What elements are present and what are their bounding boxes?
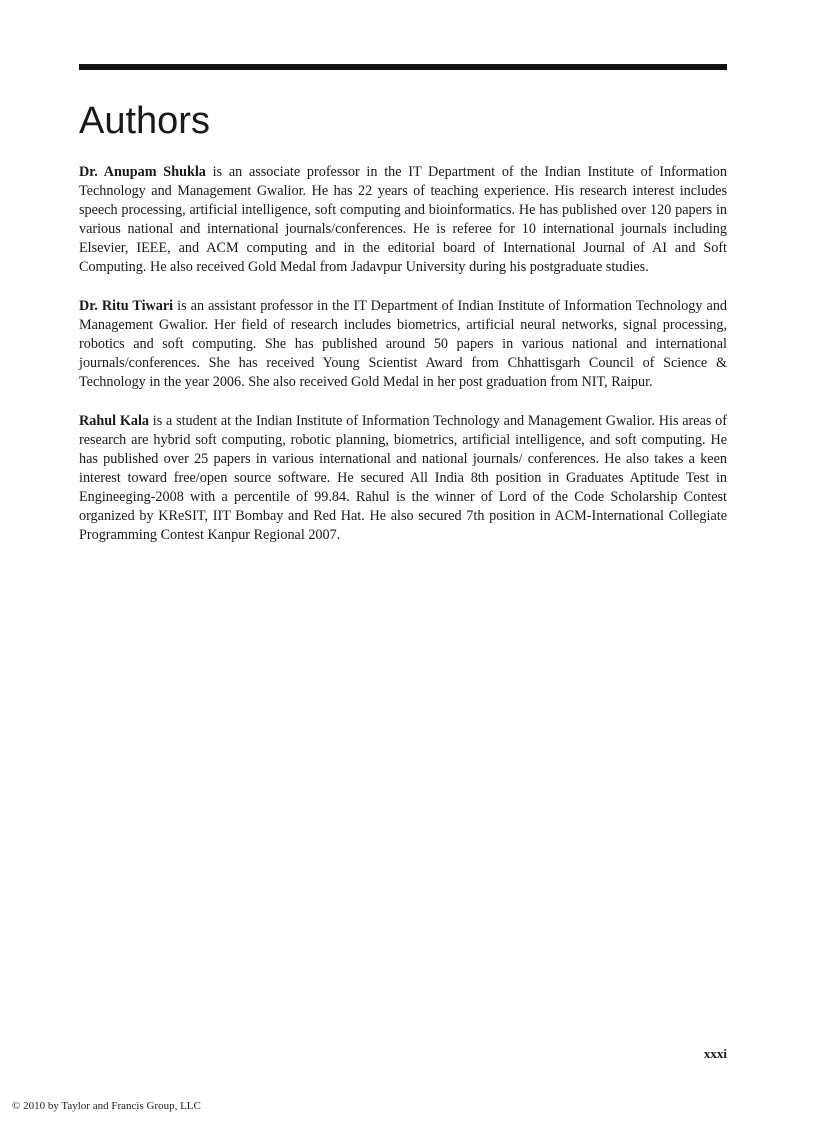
author-bio-text: is a student at the Indian Institute of Information Technology and Management Gwalior. His areas of research are hybrid soft computing, robotic planning, biometrics, artificial intelligence, and soft computing. He has published over 25 papers in various international and national journals/ conferences. He also takes a keen interest toward free/open source software. He secured All India 8th position in Graduates Aptitude Test in Engineeging-2008 with a percentile of 99.84. Rahul is the winner of Lord of the Code Scholarship Contest organized by KReSIT, IIT Bombay and Red Hat. He also secured 7th position in ACM-International Collegiate Programming Contest Kanpur Regional 2007. [79, 413, 727, 543]
author-bio-shukla [79, 163, 727, 277]
page-title: Authors [79, 100, 210, 142]
author-bio-text: is an assistant professor in the IT Department of Indian Institute of Information Technology and Management Gwalior. Her field of research includes biometrics, artificial neural networks, signal processing, robotics and soft computing. She has published around 50 papers in various national and international journals/conferences. She has received Young Scientist Award from Chhattisgarh Council of Science & Technology in the year 2006. She also received Gold Medal in her post graduation from NIT, Raipur. [79, 298, 728, 390]
author-name: Dr. Ritu Tiwari [79, 298, 174, 314]
author-name: Dr. Anupam Shukla [79, 164, 206, 180]
author-name: Rahul Kala [79, 413, 149, 429]
author-bio-tiwari [79, 297, 727, 392]
author-bios [79, 163, 727, 565]
author-bio-kala [79, 412, 727, 545]
header-rule [79, 64, 727, 70]
page-number: xxxi [703, 1046, 727, 1061]
author-bio-text: is an associate professor in the IT Department of the Indian Institute of Information Technology and Management Gwalior. He has 22 years of teaching experience. His research interest includes speech processing, artificial intelligence, soft computing and bioinformatics. He has published over 120 papers in various national and international journals/conferences. He is referee for 10 international journals including Elsevier, IEEE, and ACM computing and in the editorial board of International Journal of AI and Soft Computing. He also received Gold Medal from Jadavpur University during his postgraduate studies. [79, 164, 727, 275]
copyright-footer: © 2010 by Taylor and Francis Group, LLC [12, 1100, 201, 1112]
